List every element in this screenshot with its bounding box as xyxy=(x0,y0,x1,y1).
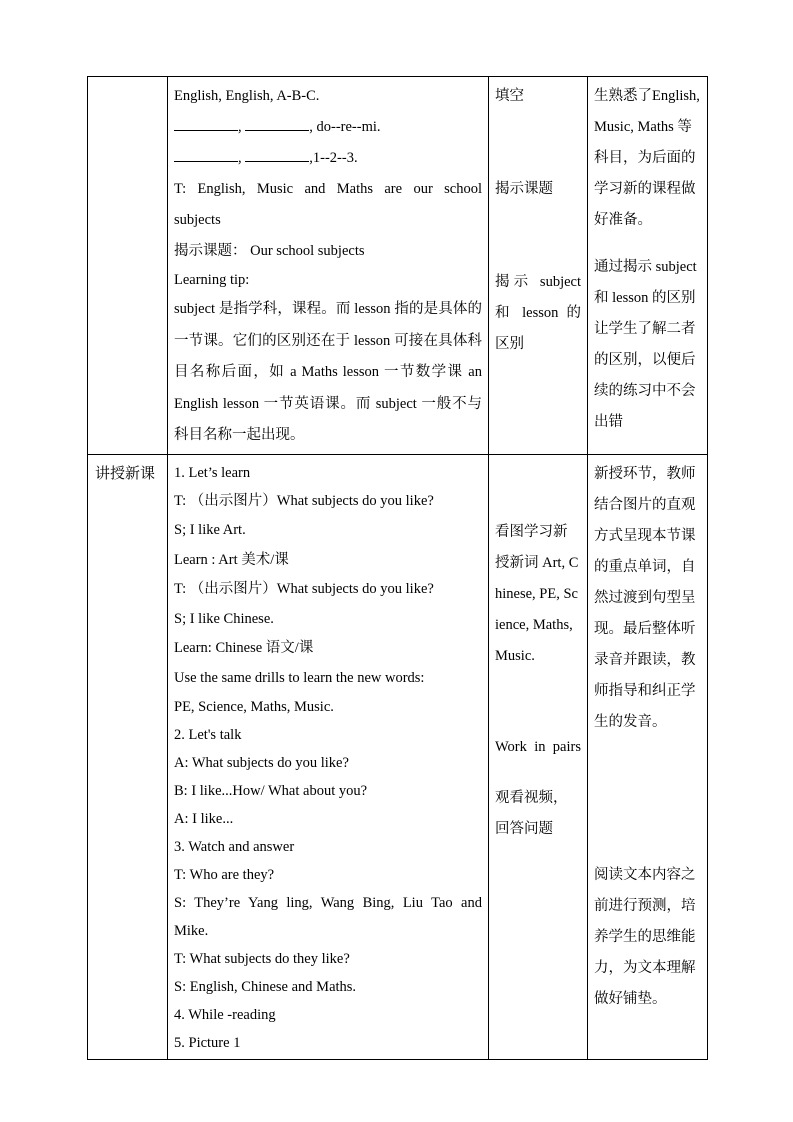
lesson-plan-table xyxy=(87,76,708,1060)
content-line: Learn : Art 美术/课 xyxy=(174,551,289,568)
content-line: subjects xyxy=(174,212,221,228)
activity-text: 填空 xyxy=(495,88,524,104)
purpose-cell xyxy=(588,77,708,455)
table-row xyxy=(88,454,708,1060)
blank-line xyxy=(245,116,309,131)
content-cell xyxy=(168,454,489,1060)
content-line: PE, Science, Maths, Music. xyxy=(174,699,334,715)
content-line: S: They’re Yang ling, Wang Bing, Liu Tao and xyxy=(174,895,482,911)
learning-tip-paragraph: subject 是指学科，课程。而 lesson 指的是具体的一节课。它们的区别还在于 lesson 可接在具体科目名称后面，如 a Maths lesson 一节数学课 an English lesson 一节英语课。而 subject 一般不与科目名称一起出现。 xyxy=(174,301,482,443)
content-line: T: What subjects do they like? xyxy=(174,951,350,967)
content-line: S; I like Art. xyxy=(174,522,246,538)
blank-line xyxy=(174,116,238,131)
content-line: T: （出示图片）What subjects do you like? xyxy=(174,492,434,509)
content-line: 1. Let’s learn xyxy=(174,464,251,481)
activity-text: 揭示课题 xyxy=(495,181,553,197)
blank-line xyxy=(245,147,309,162)
stage-cell xyxy=(88,77,168,455)
content-line: S; I like Chinese. xyxy=(174,610,274,627)
purpose-text: 生熟悉了English, Music, Maths 等科目，为后面的学习新的课程做好准备。 xyxy=(594,88,700,228)
activity-cell xyxy=(489,77,588,455)
content-line: T: （出示图片）What subjects do you like? xyxy=(174,581,434,597)
content-line: Learn: Chinese 语文/课 xyxy=(174,640,314,656)
content-line: B: I like...How/ What about you? xyxy=(174,783,368,799)
activity-text: 观看视频，回答问题 xyxy=(495,789,568,837)
purpose-cell xyxy=(588,454,708,1060)
content-line-with-blanks: , , do--re--mi. xyxy=(174,112,482,143)
content-line: Use the same drills to learn the new words: xyxy=(174,669,425,686)
purpose-text: 阅读文本内容之前进行预测，培养学生的思维能力，为文本理解做好铺垫。 xyxy=(594,866,696,1007)
activity-text: 揭示 subject 和 lesson 的区别 xyxy=(495,274,581,352)
stage-label: 讲授新课 xyxy=(95,465,156,482)
content-line-with-blanks: , ,1--2--3. xyxy=(174,143,482,174)
activity-cell xyxy=(489,454,588,1060)
content-line: S: English, Chinese and Maths. xyxy=(174,979,357,995)
content-line: A: I like... xyxy=(174,811,234,827)
content-line: English, English, A-B-C. xyxy=(174,88,320,104)
content-line: T: Who are they? xyxy=(174,867,275,883)
table-row xyxy=(88,77,708,455)
content-line: T: English, Music and Maths are our school xyxy=(174,181,482,197)
stage-cell xyxy=(88,454,168,1060)
content-line: Learning tip: xyxy=(174,272,250,288)
content-line: A: What subjects do you like? xyxy=(174,755,349,771)
blank-line xyxy=(174,147,238,162)
activity-text: 看图学习新授新词 Art, Chinese, PE, Science, Maths, Music. xyxy=(495,523,579,664)
content-line: 揭示课题： Our school subjects xyxy=(174,243,365,259)
purpose-text: 新授环节，教师结合图片的直观方式呈现本节课的重点单词，自然过渡到句型呈现。最后整体听录音并跟读，教师指导和纠正学生的发音。 xyxy=(594,465,696,730)
content-cell xyxy=(168,77,489,455)
content-line: 4. While -reading xyxy=(174,1007,276,1023)
content-line: 3. Watch and answer xyxy=(174,839,295,855)
content-line: 2. Let's talk xyxy=(174,727,242,743)
activity-text: Work in pairs xyxy=(495,738,581,755)
content-line: 5. Picture 1 xyxy=(174,1035,241,1051)
purpose-text: 通过揭示 subject 和 lesson 的区别让学生了解二者的区别，以便后续的练习中不会出错 xyxy=(594,259,697,430)
content-line: Mike. xyxy=(174,923,209,939)
